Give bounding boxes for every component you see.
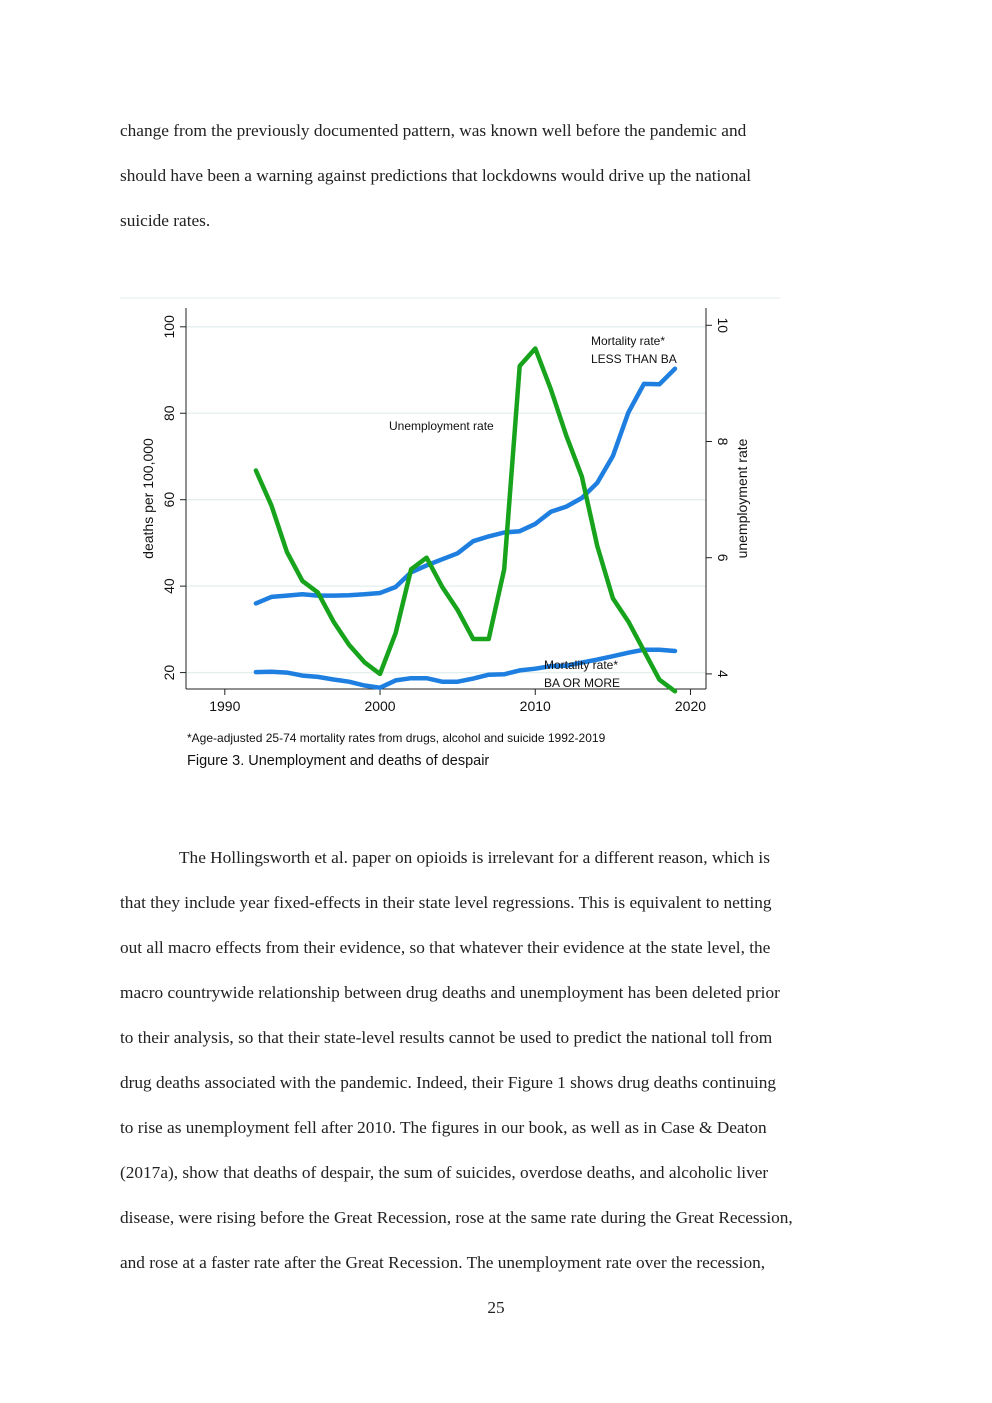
figure-3 xyxy=(120,296,780,776)
label-line: Unemployment rate xyxy=(389,419,494,433)
less-than-ba-line xyxy=(256,369,675,604)
x-tick-label: 2020 xyxy=(674,698,707,714)
unemployment-label xyxy=(389,419,494,433)
text-line: and rose at a faster rate after the Great Recession. The unemployment rate over the recession, xyxy=(120,1253,766,1272)
x-tick-label: 1990 xyxy=(209,698,241,714)
text-line: The Hollingsworth et al. paper on opioids is irrelevant for a different reason, which is xyxy=(179,848,770,867)
text-line: (2017a), show that deaths of despair, the sum of suicides, overdose deaths, and alcoholic liver xyxy=(120,1163,769,1182)
label-line: LESS THAN BA xyxy=(591,352,677,366)
top-paragraph xyxy=(120,108,880,243)
y-tick-label-right: 4 xyxy=(715,669,731,678)
y-tick-label-right: 8 xyxy=(715,437,731,446)
x-tick-label: 2000 xyxy=(364,698,396,714)
unemployment-line xyxy=(256,349,675,692)
y-tick-label-right: 10 xyxy=(715,317,731,334)
y-tick-label-left: 80 xyxy=(161,405,177,422)
text-line: out all macro effects from their evidence, so that whatever their evidence at the state level, the xyxy=(120,938,771,957)
text-line: change from the previously documented pattern, was known well before the pandemic and xyxy=(120,121,747,140)
figure-caption: Figure 3. Unemployment and deaths of despair xyxy=(187,753,490,769)
text-line: to their analysis, so that their state-level results cannot be used to predict the national toll from xyxy=(120,1028,773,1047)
text-line: that they include year fixed-effects in their state level regressions. This is equivalent to netting xyxy=(120,893,772,912)
text-line: disease, were rising before the Great Recession, rose at the same rate during the Great Recession, xyxy=(120,1208,793,1227)
text-line: to rise as unemployment fell after 2010. The figures in our book, as well as in Case & Deaton xyxy=(120,1118,767,1137)
label-line: Mortality rate* xyxy=(544,658,619,672)
less-than-ba-label xyxy=(591,334,677,366)
text-line: suicide rates. xyxy=(120,211,211,230)
bottom-paragraph xyxy=(120,835,880,1285)
text-line: macro countrywide relationship between drug deaths and unemployment has been deleted prior xyxy=(120,983,780,1002)
text-line: drug deaths associated with the pandemic. Indeed, their Figure 1 shows drug deaths continuing xyxy=(120,1073,777,1092)
chart xyxy=(120,296,780,776)
y-tick-label-right: 6 xyxy=(715,553,731,562)
y-axis-title-left: deaths per 100,000 xyxy=(140,438,156,559)
y-tick-label-left: 20 xyxy=(161,664,177,681)
y-tick-label-left: 100 xyxy=(161,315,177,339)
x-tick-label: 2010 xyxy=(519,698,551,714)
y-tick-label-left: 60 xyxy=(161,491,177,508)
ba-or-more-label xyxy=(544,658,620,690)
figure-footnote: *Age-adjusted 25-74 mortality rates from drugs, alcohol and suicide 1992-2019 xyxy=(187,731,606,745)
y-tick-label-left: 40 xyxy=(161,578,177,594)
text-line: should have been a warning against predictions that lockdowns would drive up the national xyxy=(120,166,752,185)
label-line: Mortality rate* xyxy=(591,334,666,348)
y-axis-title-right: unemployment rate xyxy=(734,438,750,559)
label-line: BA OR MORE xyxy=(544,676,621,690)
page-number: 25 xyxy=(487,1298,505,1317)
